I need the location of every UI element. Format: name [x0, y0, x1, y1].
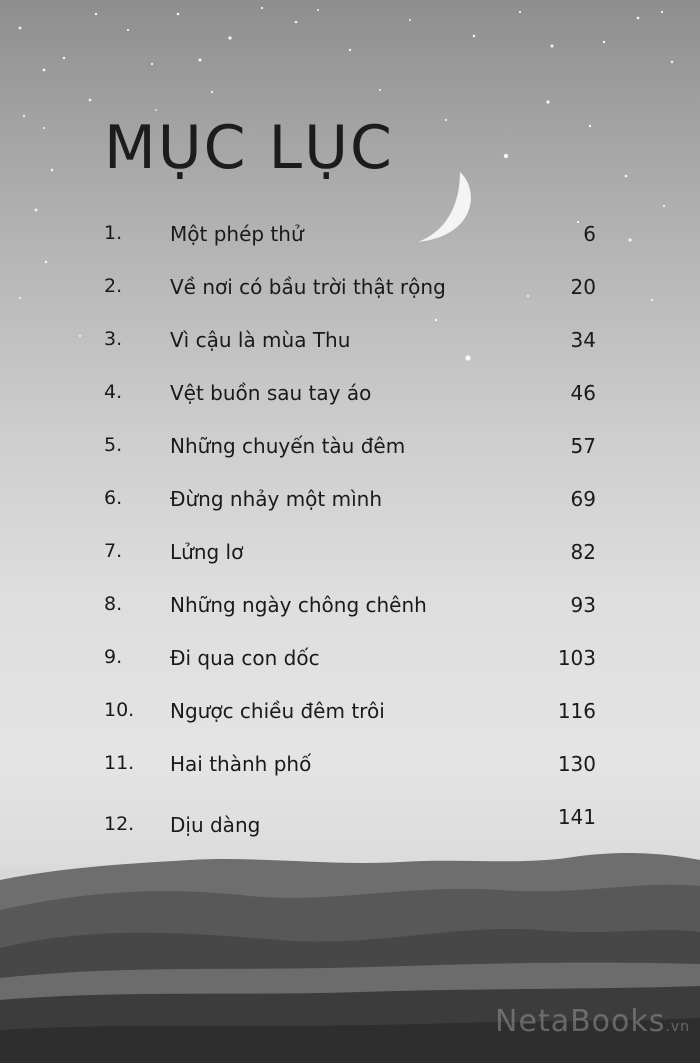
starry-sky-background: [0, 0, 700, 380]
toc-entry[interactable]: [0, 487, 700, 521]
toc-title: Những ngày chông chênh: [170, 593, 427, 617]
toc-page-number: 46: [570, 381, 596, 405]
toc-page-number: 82: [570, 540, 596, 564]
toc-number: 2.: [104, 275, 123, 297]
toc-entry[interactable]: [0, 275, 700, 309]
toc-entry[interactable]: [0, 540, 700, 574]
toc-title: Những chuyến tàu đêm: [170, 434, 406, 458]
toc-title: Về nơi có bầu trời thật rộng: [170, 275, 446, 299]
toc-title: Đi qua con dốc: [170, 646, 320, 670]
toc-title: Một phép thử: [170, 222, 304, 246]
toc-entry[interactable]: [0, 593, 700, 627]
toc-page-number: 141: [557, 805, 596, 829]
toc-title: Vệt buồn sau tay áo: [170, 381, 372, 405]
toc-number: 7.: [104, 540, 123, 562]
watermark-logo: [495, 1004, 690, 1039]
toc-entry[interactable]: [0, 434, 700, 468]
toc-title: Dịu dàng: [170, 813, 261, 837]
toc-page-number: 93: [570, 593, 596, 617]
toc-entry[interactable]: [0, 699, 700, 733]
toc-number: 10.: [104, 699, 135, 721]
toc-entry[interactable]: [0, 381, 700, 415]
toc-title: Đừng nhảy một mình: [170, 487, 383, 511]
toc-entry[interactable]: [0, 752, 700, 786]
toc-number: 9.: [104, 646, 123, 668]
toc-page-number: 130: [557, 752, 596, 776]
toc-title: Vì cậu là mùa Thu: [170, 328, 351, 352]
toc-entry[interactable]: [0, 328, 700, 362]
toc-entry[interactable]: [0, 222, 700, 256]
toc-page-number: 20: [570, 275, 596, 299]
page-title: MỤC LỤC: [104, 113, 394, 183]
toc-number: 8.: [104, 593, 123, 615]
watermark-brand: NetaBooks: [495, 1004, 666, 1039]
toc-page-number: 57: [570, 434, 596, 458]
toc-number: 3.: [104, 328, 123, 350]
toc-number: 5.: [104, 434, 123, 456]
toc-page-number: 103: [557, 646, 596, 670]
toc-page-number: 34: [570, 328, 596, 352]
toc-title: Lửng lơ: [170, 540, 244, 564]
toc-number: 11.: [104, 752, 135, 774]
toc-number: 12.: [104, 813, 135, 835]
toc-page-number: 116: [557, 699, 596, 723]
toc-page-number: 69: [570, 487, 596, 511]
toc-title: Ngược chiều đêm trôi: [170, 699, 385, 723]
toc-title: Hai thành phố: [170, 752, 312, 776]
watermark-suffix: .vn: [665, 1019, 690, 1035]
toc-page-number: 6: [583, 222, 596, 246]
toc-entry[interactable]: [0, 646, 700, 680]
toc-number: 4.: [104, 381, 123, 403]
toc-number: 1.: [104, 222, 123, 244]
toc-number: 6.: [104, 487, 123, 509]
